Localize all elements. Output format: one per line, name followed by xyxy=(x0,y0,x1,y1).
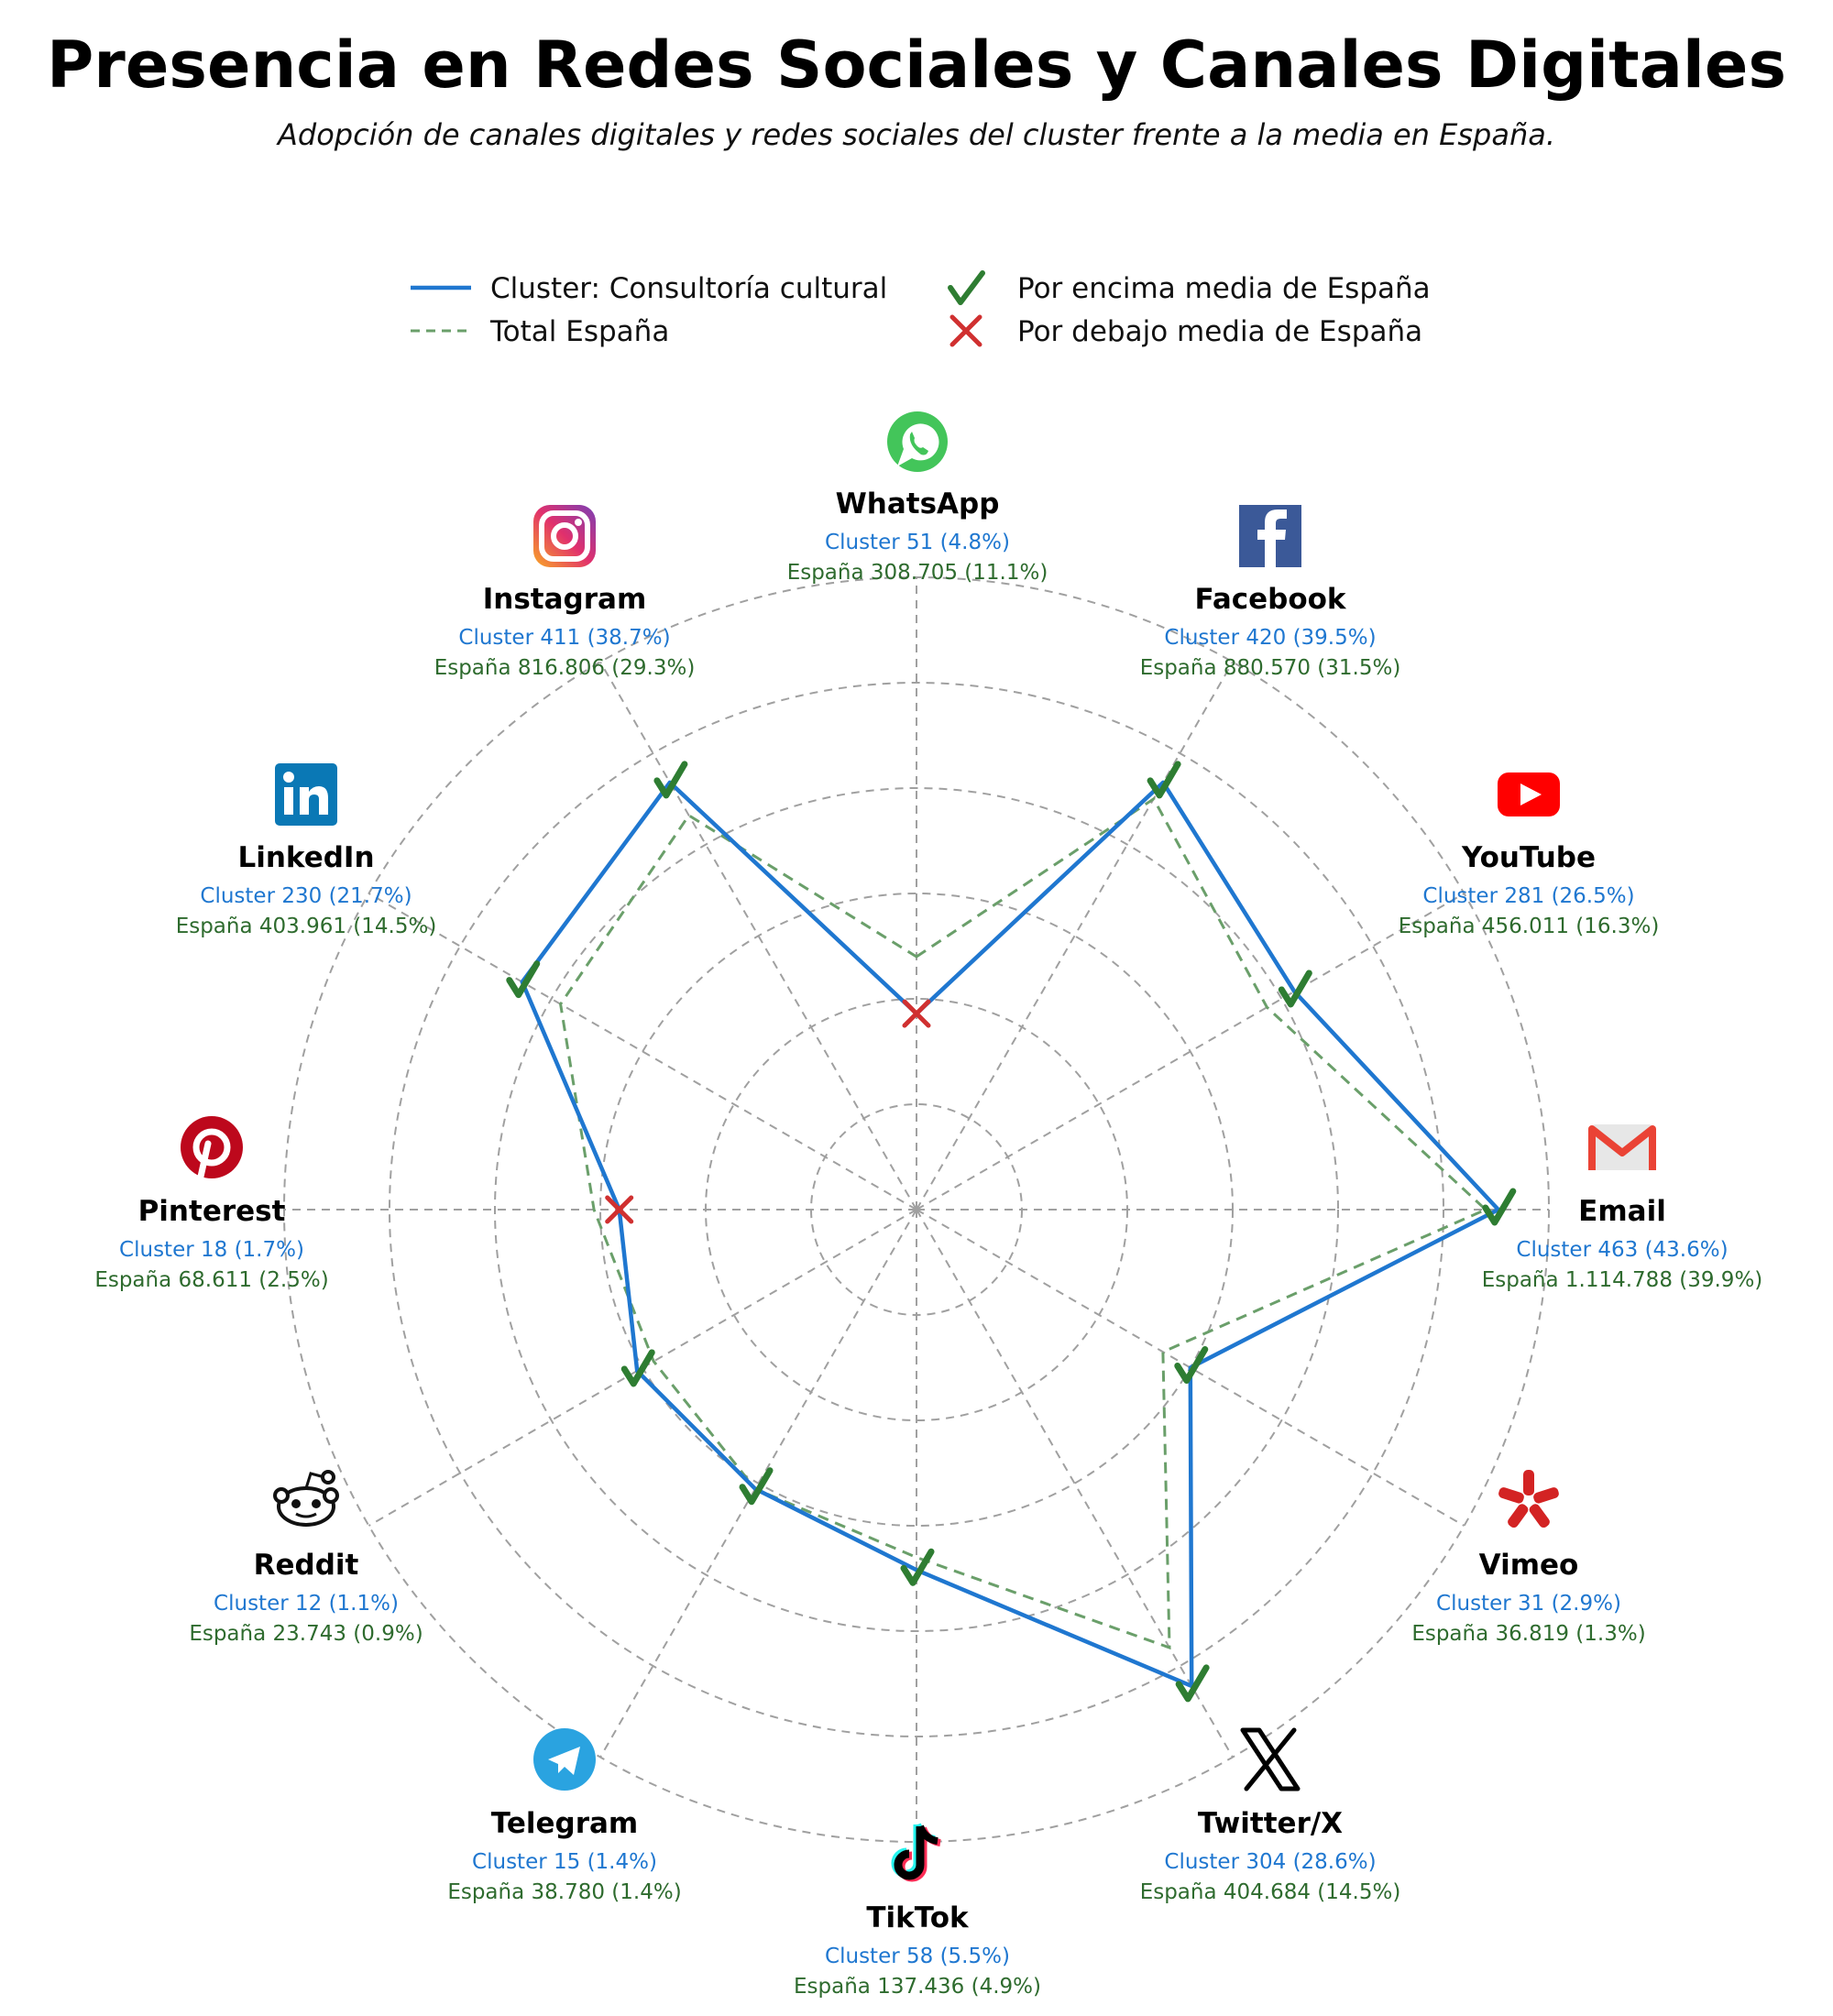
axis-label-name: Email xyxy=(1578,1195,1666,1228)
axis-label-name: YouTube xyxy=(1462,841,1596,874)
axis-label-cluster: Cluster 463 (43.6%) xyxy=(1516,1238,1729,1262)
axis-label-spain: España 1.114.788 (39.9%) xyxy=(1481,1268,1763,1292)
axis-label-name: WhatsApp xyxy=(835,488,1000,520)
grid-spoke xyxy=(916,662,1233,1210)
marker-check-icon xyxy=(1150,764,1178,795)
axis-label-name: Pinterest xyxy=(137,1195,286,1228)
email-icon xyxy=(1592,1124,1652,1170)
radar-markers xyxy=(510,764,1513,1699)
axis-label-name: LinkedIn xyxy=(237,841,375,874)
facebook-icon xyxy=(1239,505,1301,567)
radar-labels xyxy=(94,488,1762,1999)
legend-spain-label: Total España xyxy=(490,315,670,348)
axis-label-name: Vimeo xyxy=(1478,1549,1579,1582)
axis-label-cluster: Cluster 304 (28.6%) xyxy=(1164,1850,1377,1874)
axis-label-cluster: Cluster 51 (4.8%) xyxy=(825,531,1010,554)
youtube-icon xyxy=(1498,772,1560,816)
grid-spoke xyxy=(600,1210,916,1758)
marker-cross-icon xyxy=(905,1002,928,1025)
marker-check-icon xyxy=(1486,1191,1513,1222)
axis-label-cluster: Cluster 15 (1.4%) xyxy=(472,1850,657,1874)
grid-spoke xyxy=(600,662,916,1210)
axis-label-cluster: Cluster 230 (21.7%) xyxy=(200,884,412,908)
axis-label-spain: España 38.780 (1.4%) xyxy=(447,1880,682,1904)
axis-label-cluster: Cluster 18 (1.7%) xyxy=(119,1238,304,1262)
axis-label-cluster: Cluster 58 (5.5%) xyxy=(825,1945,1010,1968)
axis-label-cluster: Cluster 281 (26.5%) xyxy=(1422,884,1635,908)
series-spain-line xyxy=(561,799,1486,1648)
legend-cluster-label: Cluster: Consultoría cultural xyxy=(490,272,888,305)
axis-label-spain: España 36.819 (1.3%) xyxy=(1411,1622,1646,1646)
vimeo-icon xyxy=(1498,1470,1560,1529)
axis-label-name: Reddit xyxy=(253,1549,359,1582)
linkedin-icon xyxy=(275,763,337,826)
axis-label-name: Instagram xyxy=(482,583,647,616)
axis-label-cluster: Cluster 12 (1.1%) xyxy=(214,1592,399,1616)
axis-label-spain: España 68.611 (2.5%) xyxy=(94,1268,329,1292)
axis-label-cluster: Cluster 31 (2.9%) xyxy=(1436,1592,1621,1616)
instagram-icon xyxy=(533,505,596,567)
axis-label-spain: España 404.684 (14.5%) xyxy=(1139,1880,1401,1904)
whatsapp-icon xyxy=(887,411,948,472)
chart-title: Presencia en Redes Sociales y Canales Digitales xyxy=(47,27,1786,103)
pinterest-icon xyxy=(181,1116,243,1178)
reddit-icon xyxy=(275,1472,337,1525)
axis-label-spain: España 137.436 (4.9%) xyxy=(794,1975,1041,1999)
axis-label-spain: España 456.011 (16.3%) xyxy=(1398,915,1660,938)
legend-above-label: Por encima media de España xyxy=(1017,272,1431,305)
axis-label-spain: España 403.961 (14.5%) xyxy=(175,915,437,938)
legend-check-icon xyxy=(950,273,982,302)
tiktok-icon xyxy=(895,1824,940,1878)
grid-spoke xyxy=(916,1210,1233,1758)
chart-subtitle: Adopción de canales digitales y redes sociales del cluster frente a la media en España. xyxy=(277,117,1555,152)
axis-label-spain: España 816.806 (29.3%) xyxy=(434,656,696,680)
axis-label-spain: España 308.705 (11.1%) xyxy=(786,561,1048,585)
legend-below-label: Por debajo media de España xyxy=(1017,315,1423,348)
telegram-icon xyxy=(533,1728,596,1791)
grid-spoke xyxy=(916,893,1465,1210)
axis-label-name: Facebook xyxy=(1194,583,1346,616)
axis-label-name: Telegram xyxy=(490,1807,639,1840)
axis-label-spain: España 880.570 (31.5%) xyxy=(1139,656,1401,680)
twitter-x-icon xyxy=(1243,1730,1298,1789)
legend xyxy=(411,272,1431,348)
axis-label-spain: España 23.743 (0.9%) xyxy=(189,1622,423,1646)
legend-cross-icon xyxy=(952,317,980,345)
axis-label-name: TikTok xyxy=(866,1901,969,1934)
axis-label-cluster: Cluster 411 (38.7%) xyxy=(458,626,671,650)
radar-grid xyxy=(284,577,1549,1842)
axis-label-name: Twitter/X xyxy=(1197,1807,1344,1840)
axis-label-cluster: Cluster 420 (39.5%) xyxy=(1164,626,1377,650)
